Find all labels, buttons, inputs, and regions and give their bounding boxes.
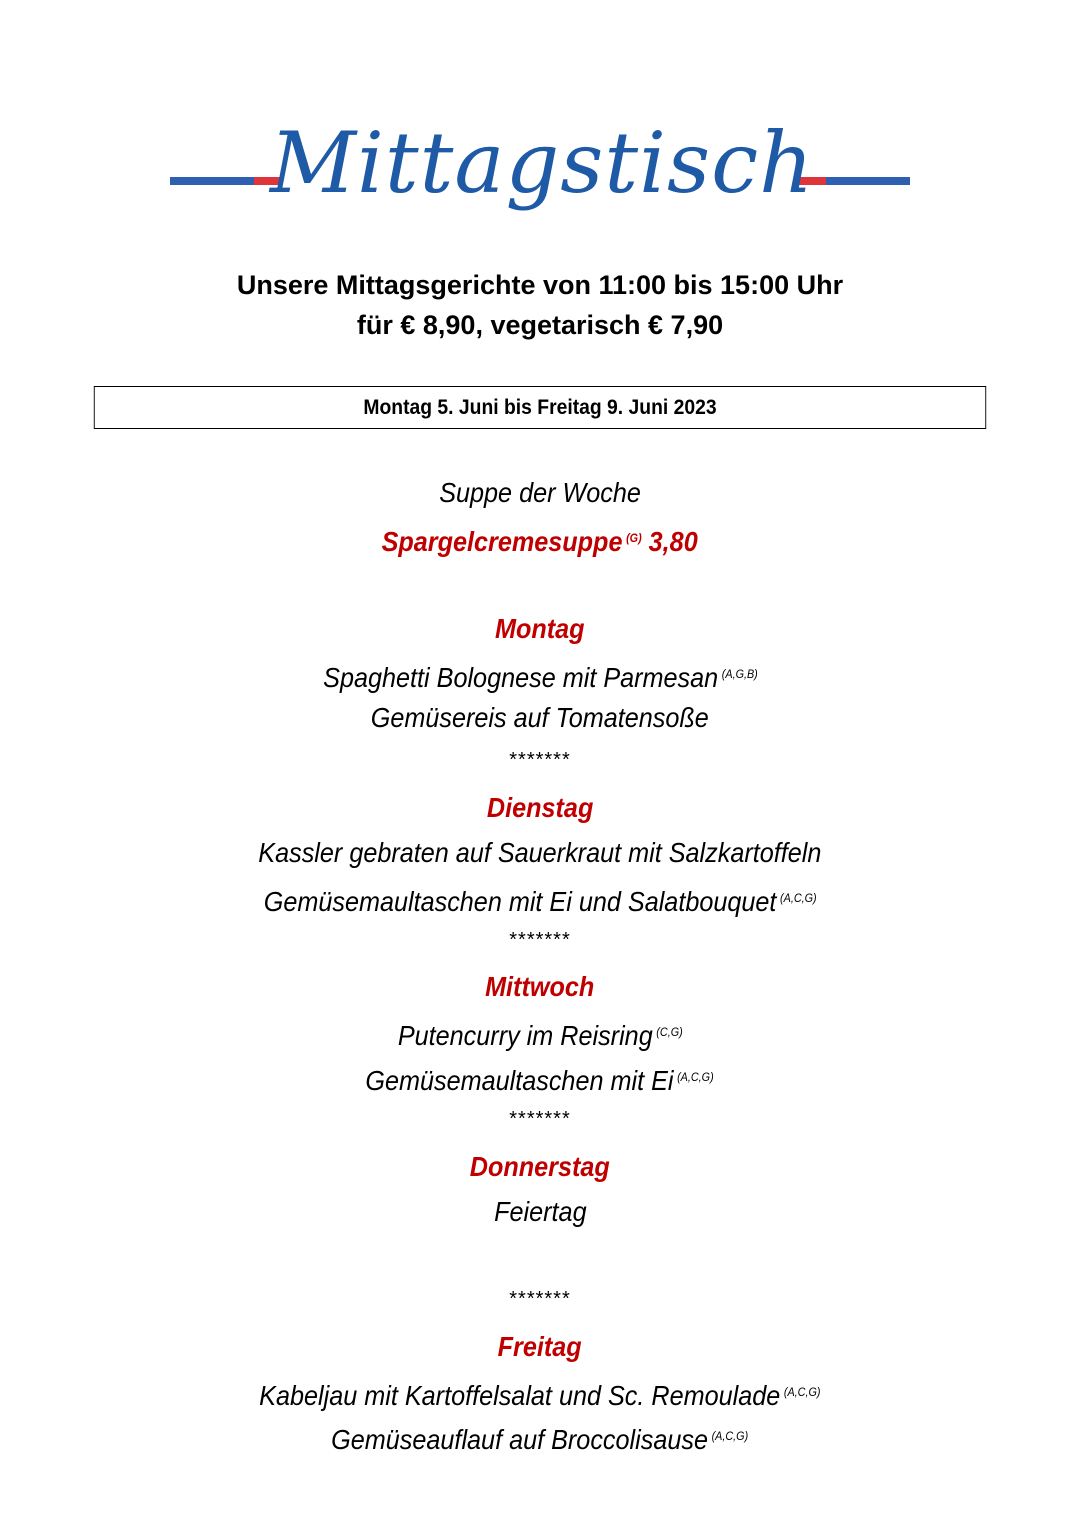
soup-label: Suppe der Woche bbox=[439, 477, 641, 508]
day-heading-donnerstag: Donnerstag bbox=[469, 1151, 611, 1182]
allergen-label: (A,C,G) bbox=[677, 1070, 715, 1084]
soup-price: 3,80 bbox=[649, 526, 699, 557]
dish-dienstag-2: Gemüsemaultaschen mit Ei und Salatbouquet $^{(A,C,G)}$ bbox=[263, 886, 817, 917]
separator: ******* bbox=[509, 929, 571, 951]
soup-allergens: (G) bbox=[626, 531, 643, 545]
week-range: Montag 5. Juni bis Freitag 9. Juni 2023 bbox=[94, 386, 986, 429]
allergen-label: (C,G) bbox=[656, 1025, 683, 1039]
blue-stripe-right bbox=[826, 177, 910, 185]
dish-montag-1: Spaghetti Bolognese mit Parmesan $^{(A,G,B)}$ bbox=[322, 662, 758, 693]
dish-freitag-1: Kabeljau mit Kartoffelsalat und Sc. Remoulade $^{(A,C,G)}$ bbox=[259, 1380, 821, 1411]
dish-dienstag-1: Kassler gebraten auf Sauerkraut mit Salzkartoffeln bbox=[258, 837, 822, 868]
separator: ******* bbox=[509, 1108, 571, 1130]
day-heading-dienstag: Dienstag bbox=[486, 792, 594, 823]
separator: ******* bbox=[509, 749, 571, 771]
title-decoration-left bbox=[170, 177, 282, 185]
dish-mittwoch-1: Putencurry im Reisring $^{(C,G)}$ bbox=[397, 1020, 683, 1051]
soup-name: Spargelcremesuppe bbox=[381, 526, 623, 557]
soup-of-week bbox=[0, 520, 1080, 560]
page-title: Mittagstisch bbox=[270, 114, 815, 212]
blue-stripe-left bbox=[170, 177, 254, 185]
dish-montag-2: Gemüsereis auf Tomatensoße bbox=[370, 702, 710, 733]
dish-freitag-2: Gemüseauflauf auf Broccolisause $^{(A,C,G)}$ bbox=[331, 1424, 749, 1455]
allergen-label: (A,C,G) bbox=[779, 891, 817, 905]
service-hours: Unsere Mittagsgerichte von 11:00 bis 15:00 Uhr bbox=[236, 270, 844, 300]
day-heading-montag: Montag bbox=[495, 613, 585, 644]
allergen-label: (A,C,G) bbox=[711, 1429, 749, 1443]
dish-mittwoch-2: Gemüsemaultaschen mit Ei $^{(A,C,G)}$ bbox=[365, 1065, 715, 1096]
day-heading-freitag: Freitag bbox=[497, 1331, 583, 1362]
separator: ******* bbox=[509, 1288, 571, 1310]
dish-donnerstag-1: Feiertag bbox=[493, 1196, 587, 1227]
allergen-label: (A,C,G) bbox=[784, 1385, 821, 1399]
price-info: für € 8,90, vegetarisch € 7,90 bbox=[356, 310, 724, 340]
allergen-label: (A,G,B) bbox=[721, 667, 758, 681]
day-heading-mittwoch: Mittwoch bbox=[485, 971, 595, 1002]
